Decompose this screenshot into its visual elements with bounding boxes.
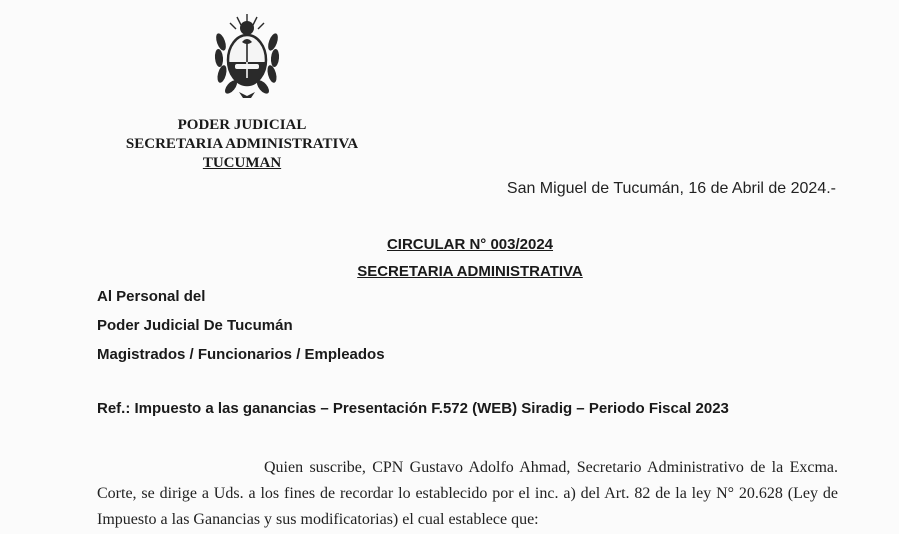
reference-line: Ref.: Impuesto a las ganancias – Presentación F.572 (WEB) Siradig – Periodo Fiscal 2023 [97, 400, 729, 417]
addressee-line: Magistrados / Funcionarios / Empleados [97, 346, 385, 363]
letterhead-institution: PODER JUDICIAL [177, 117, 307, 133]
letterhead-office: SECRETARIA ADMINISTRATIVA [125, 136, 359, 152]
date-line: San Miguel de Tucumán, 16 de Abril de 2024.- [506, 180, 836, 197]
national-coat-of-arms-seal [213, 12, 281, 98]
letterhead-province: TUCUMAN [202, 155, 282, 171]
circular-number: CIRCULAR N° 003/2024 [386, 236, 554, 253]
addressee-line: Al Personal del [97, 288, 206, 305]
addressee-line: Poder Judicial De Tucumán [97, 317, 293, 334]
circular-office: SECRETARIA ADMINISTRATIVA [357, 263, 583, 280]
body-paragraph: Quien suscribe, CPN Gustavo Adolfo Ahmad, Secretario Administrativo de la Excma. Corte, se dirige a Uds. a los fines de recordar lo establecido por el inc. a) del Art. 82 de la ley N° 20.628 (Ley de Impuesto a las Ganancias y sus modificatorias) el cual establece que: [97, 459, 838, 528]
